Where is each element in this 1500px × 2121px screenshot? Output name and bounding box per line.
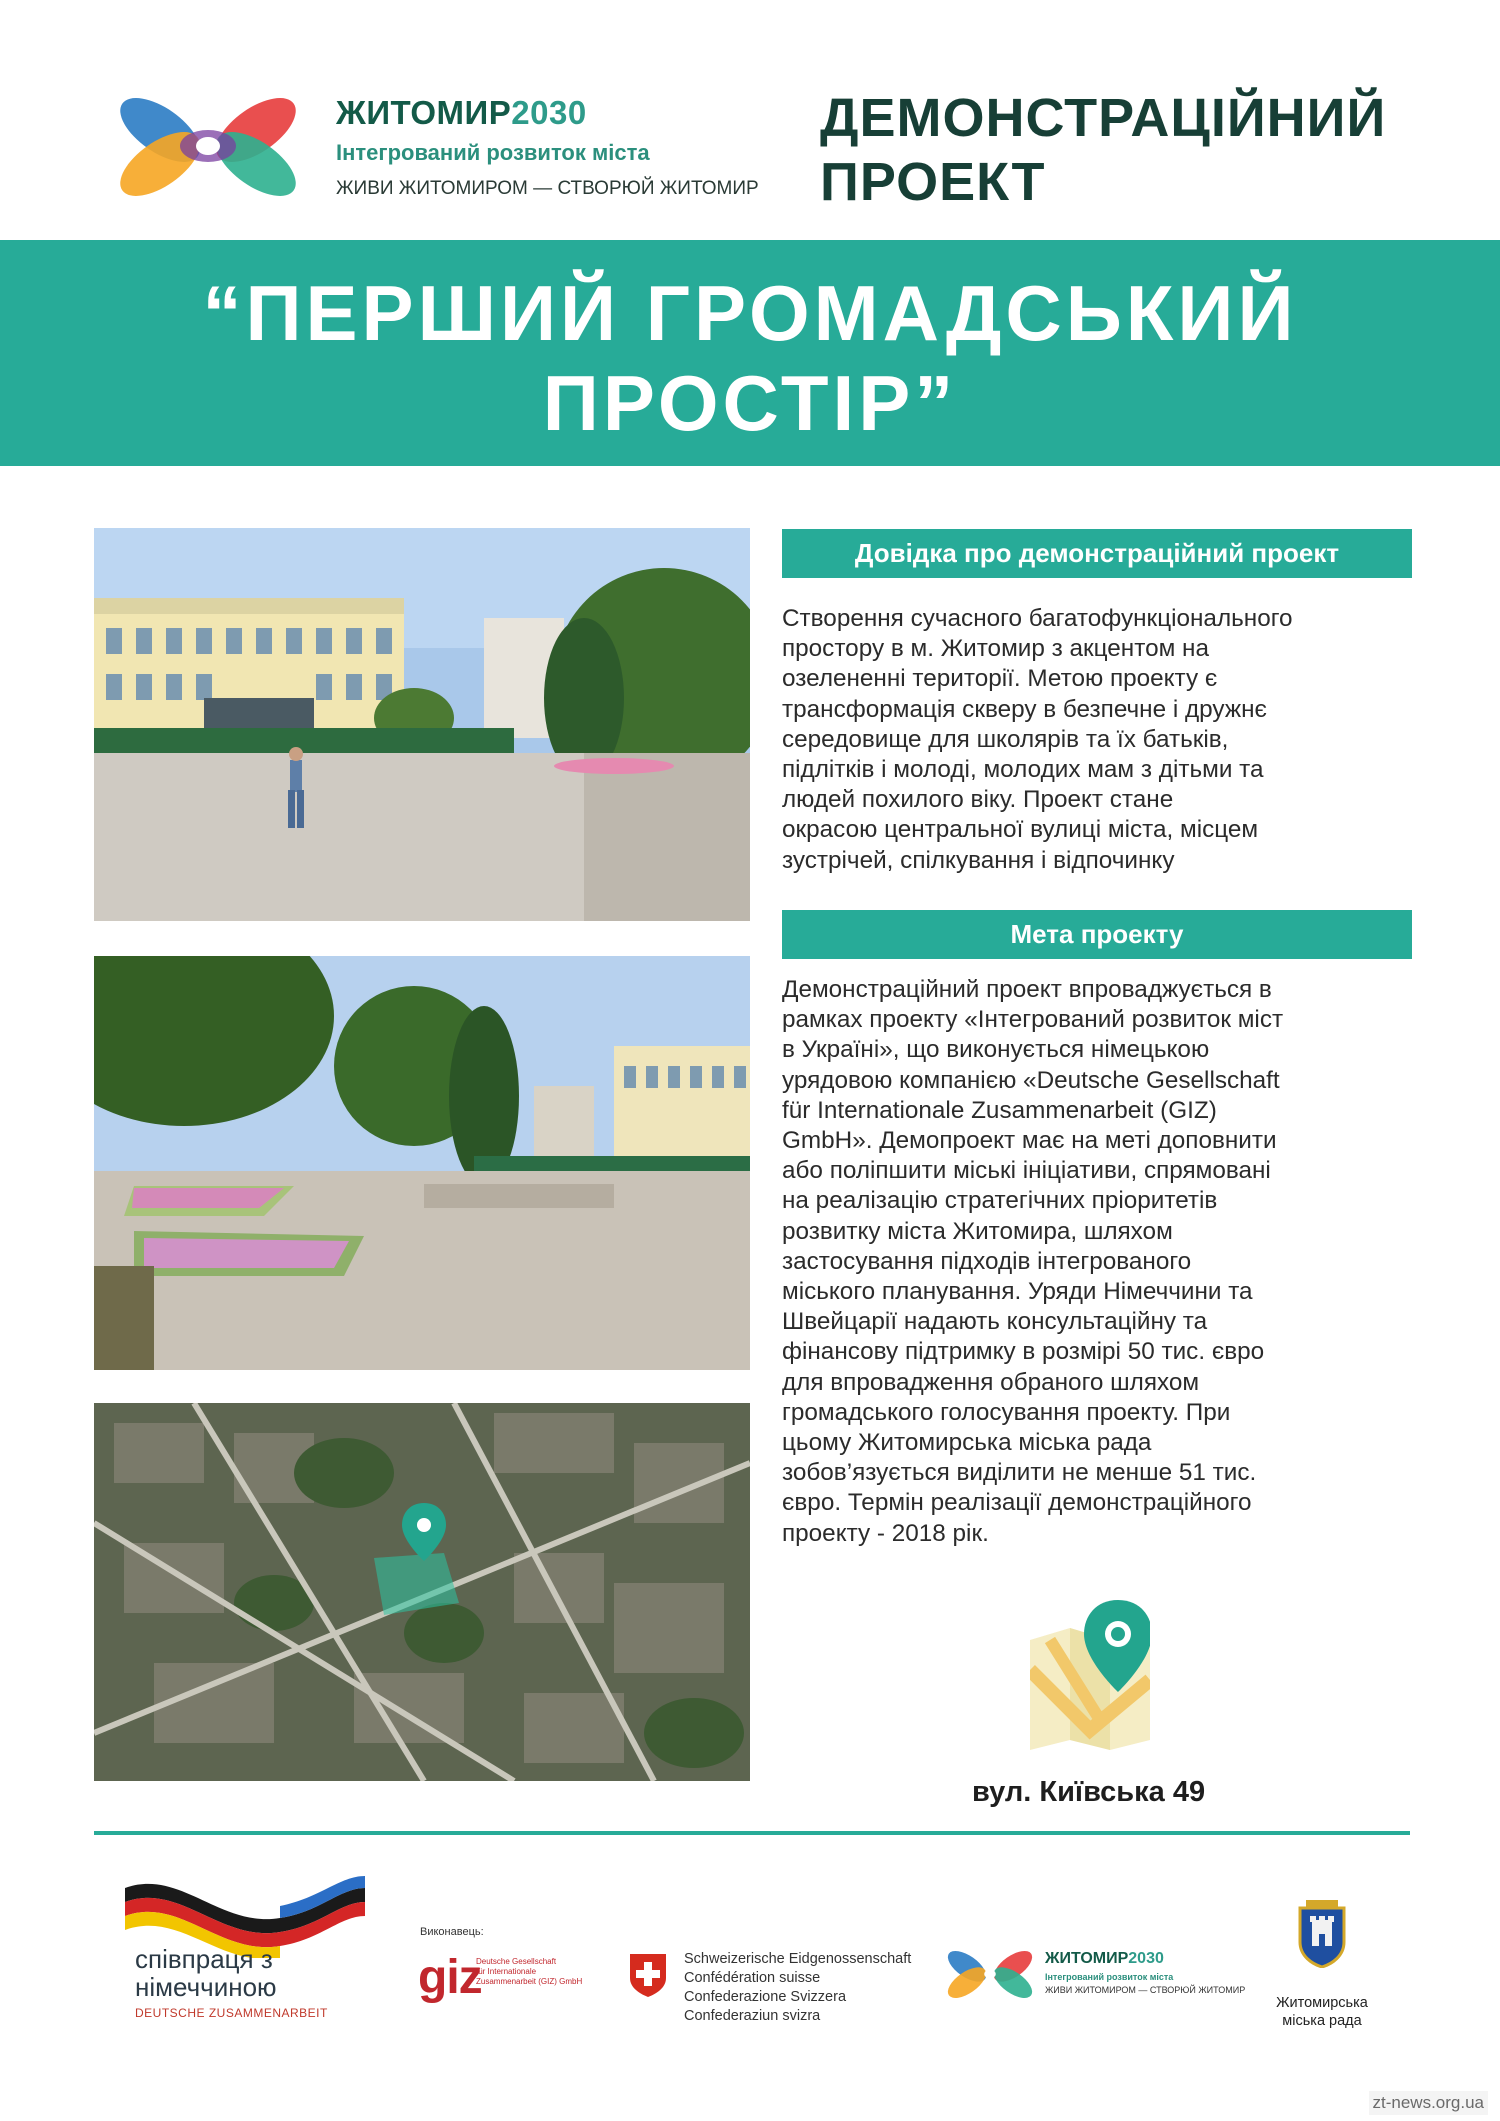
map-pin-icon	[1030, 1600, 1150, 1750]
deutsche-zusammenarbeit-label: DEUTSCHE ZUSAMMENARBEIT	[135, 2006, 328, 2020]
small-brand-motto: ЖИВИ ЖИТОМИРОМ — СТВОРЮЙ ЖИТОМИР	[1045, 1985, 1246, 1995]
footer-divider	[94, 1831, 1410, 1835]
section-heading-about: Довідка про демонстраційний проект	[782, 529, 1412, 578]
watermark: zt-news.org.ua	[1369, 2091, 1489, 2115]
giz-description: Deutsche Gesellschaft für Internationale Zusammenarbeit (GIZ) GmbH	[476, 1957, 583, 1986]
giz-logo: giz	[418, 1951, 482, 2004]
small-brand-title: ЖИТОМИР2030	[1045, 1950, 1164, 1967]
page-title: ДЕМОНСТРАЦІЙНИЙ ПРОЕКТ	[820, 88, 1387, 212]
zhytomyr2030-logo-icon	[108, 96, 308, 196]
zhytomyr2030-small-logo-icon	[942, 1950, 1038, 1998]
small-brand-subtitle: Інтегрований розвиток міста	[1045, 1972, 1174, 1982]
title-banner	[0, 240, 1500, 466]
about-paragraph: Створення сучасного багатофункціонального простору в м. Житомир з акцентом на озелененні території. Метою проекту є трансформація скверу в безпечне і дружнє середовище для школярів та їх батьків, підлітків і молоді, молодих мам з дітьми та людей похилого віку. Проект стане окрасою центральної вулиці міста, місцем зустрічей, спілкування і відпочинку	[782, 605, 1293, 874]
cooperation-label-germany: німеччиною	[135, 1972, 277, 2002]
city-coat-of-arms-icon	[1296, 1898, 1348, 1968]
project-title: “ПЕРШИЙ ГРОМАДСЬКИЙ ПРОСТІР”	[202, 269, 1298, 447]
brand-motto: ЖИВИ ЖИТОМИРОМ — СТВОРЮЙ ЖИТОМИР	[336, 178, 759, 199]
section-heading-goal: Мета проекту	[782, 910, 1412, 959]
brand-subtitle: Інтегрований розвиток міста	[336, 140, 650, 165]
photo-flowerbeds	[94, 956, 750, 1370]
executor-label: Виконавець:	[420, 1926, 484, 1938]
city-council-label: Житомирська міська рада	[1276, 1995, 1368, 2029]
brand-title: ЖИТОМИР2030	[336, 94, 587, 131]
cooperation-label: співпраця з	[135, 1944, 273, 1974]
photo-school-square	[94, 528, 750, 921]
goal-paragraph: Демонстраційний проект впроваджується в рамках проекту «Інтегрований розвиток міст в Україні», що виконується німецькою урядовою компанією «Deutsche Gesellschaft für Internationale Zusammenarbeit (GIZ) GmbH». Демопроект має на меті доповнити або поліпшити міські ініціативи, спрямовані на реалізацію стратегічних пріоритетів розвитку міста Житомира, шляхом застосування підходів інтегрованого міського планування. Уряди Німеччини та Швейцарії надають консультаційну та фінансову підтримку в розмірі 50 тис. євро для впровадження обраного шляхом громадського голосування проекту. При цьому Житомирська міська рада зобов’язується виділити не менше 51 тис. євро. Термін реалізації демонстраційного проекту - 2018 рік.	[782, 976, 1284, 1547]
swiss-confederation-text: Schweizerische Eidgenossenschaft Confédération suisse Confederazione Svizzera Confederaziun svizra	[684, 1951, 912, 2024]
project-address: вул. Київська 49	[972, 1776, 1206, 1808]
swiss-shield-icon	[628, 1952, 668, 1998]
satellite-map	[94, 1403, 750, 1781]
